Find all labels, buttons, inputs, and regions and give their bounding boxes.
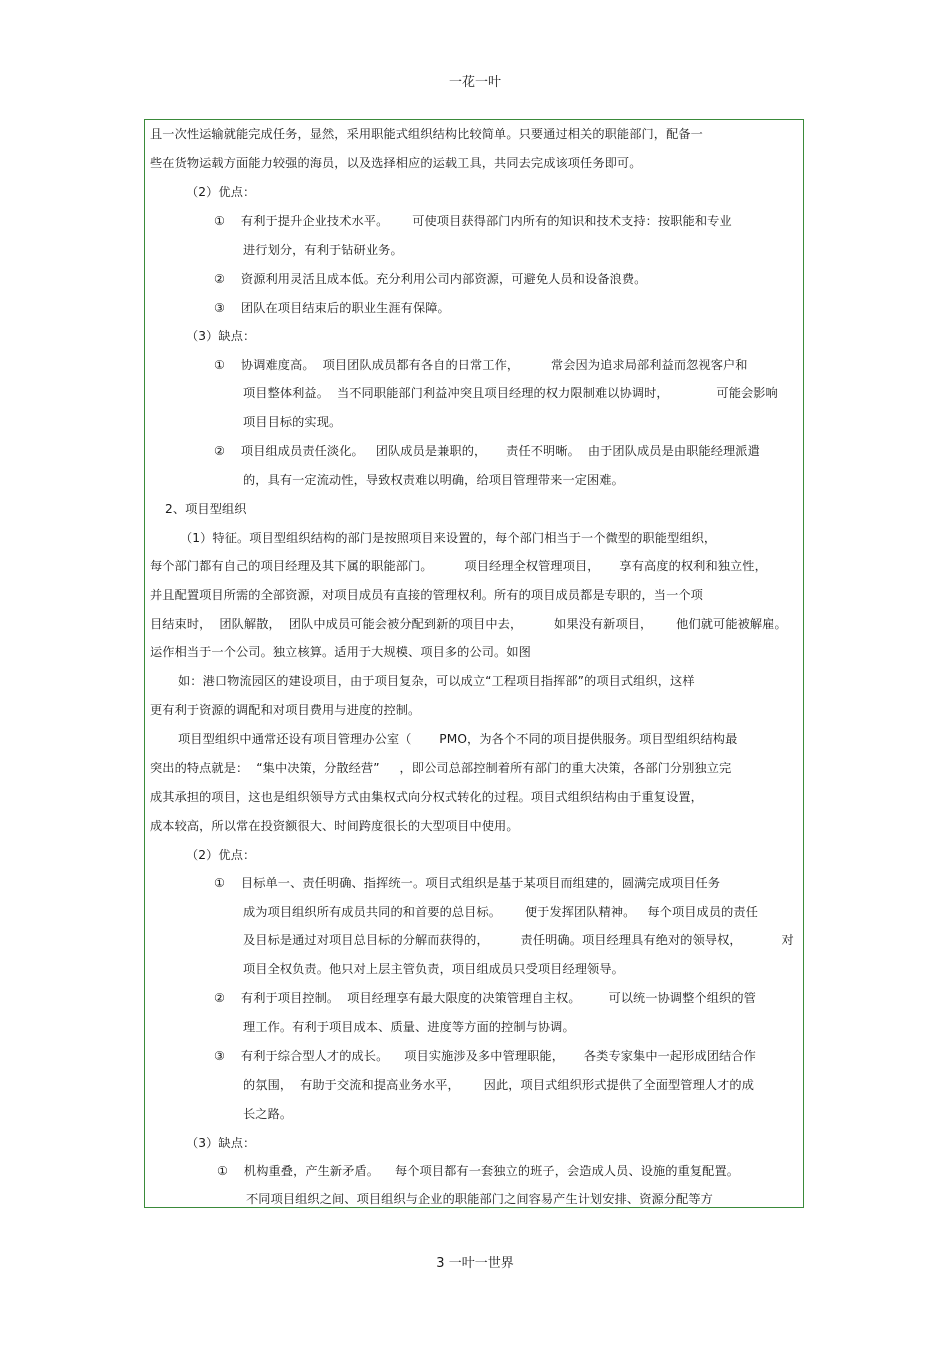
text-line: ① 协调难度高。 项目团队成员都有各自的日常工作， 常会因为追求局部利益而忽视客户和 — [214, 358, 748, 372]
text-line: 且一次性运输就能完成任务，显然，采用职能式组织结构比较简单。只要通过相关的职能部门，配备一 — [150, 127, 703, 141]
text-line: ① 有利于提升企业技术水平。 可使项目获得部门内所有的知识和技术支持：按职能和专业 — [214, 214, 732, 228]
text-line: 如：港口物流园区的建设项目，由于项目复杂，可以成立“工程项目指挥部”的项目式组织，这样 — [178, 674, 695, 688]
text-line: 项目整体利益。 当不同职能部门利益冲突且项目经理的权力限制难以协调时， 可能会影响 — [243, 386, 778, 400]
text-line: 的氛围， 有助于交流和提高业务水平， 因此，项目式组织形式提供了全面型管理人才的成 — [243, 1078, 755, 1092]
section-heading: 2、项目型组织 — [165, 502, 247, 516]
text-line: 及目标是通过对项目总目标的分解而获得的， 责任明确。项目经理具有绝对的领导权， 对 — [243, 933, 794, 947]
page-footer: 3 一叶一世界 — [436, 1256, 514, 1271]
text-line: （2）优点： — [186, 185, 256, 199]
text-line: ② 有利于项目控制。 项目经理享有最大限度的决策管理自主权。 可以统一协调整个组织的管 — [214, 991, 756, 1005]
text-line: ② 资源利用灵活且成本低。充分利用公司内部资源，可避免人员和设备浪费。 — [214, 272, 647, 286]
text-line: ③ 有利于综合型人才的成长。 项目实施涉及多中管理职能， 各类专家集中一起形成团结合作 — [214, 1049, 756, 1063]
text-line: 长之路。 — [243, 1107, 293, 1121]
text-line: （3）缺点： — [186, 329, 256, 343]
text-line: 的，具有一定流动性，导致权责难以明确，给项目管理带来一定困难。 — [243, 473, 624, 487]
text-line: 并且配置项目所需的全部资源，对项目成员有直接的管理权利。所有的项目成员都是专职的，当一个项 — [150, 588, 703, 602]
text-line: 成为项目组织所有成员共同的和首要的总目标。 便于发挥团队精神。 每个项目成员的责任 — [243, 905, 758, 919]
text-line: 不同项目组织之间、项目组织与企业的职能部门之间容易产生计划安排、资源分配等方 — [246, 1192, 713, 1206]
text-line: （3）缺点： — [186, 1136, 256, 1150]
text-line: 项目型组织中通常还设有项目管理办公室（ PMO，为各个不同的项目提供服务。项目型组织结构最 — [178, 732, 738, 746]
text-line: ② 项目组成员责任淡化。 团队成员是兼职的， 责任不明晰。 由于团队成员是由职能经理派遣 — [214, 444, 760, 458]
text-line: 些在货物运载方面能力较强的海员，以及选择相应的运载工具，共同去完成该项任务即可。 — [150, 156, 642, 170]
text-line: 成其承担的项目，这也是组织领导方式由集权式向分权式转化的过程。项目式组织结构由于重复设置， — [150, 790, 703, 804]
text-line: 成本较高，所以常在投资额很大、时间跨度很长的大型项目中使用。 — [150, 819, 519, 833]
text-line: 项目全权负责。他只对上层主管负责，项目组成员只受项目经理领导。 — [243, 962, 624, 976]
text-line: 目结束时， 团队解散， 团队中成员可能会被分配到新的项目中去， 如果没有新项目， 他们就可能被解雇。 — [150, 617, 787, 631]
text-line: （2）优点： — [186, 848, 256, 862]
text-line: （1）特征。项目型组织结构的部门是按照项目来设置的，每个部门相当于一个微型的职能型组织， — [180, 531, 717, 545]
text-line: 突出的特点就是： “集中决策，分散经营” ，即公司总部控制着所有部门的重大决策，各部门分别独立完 — [150, 761, 732, 775]
text-line: 每个部门都有自己的项目经理及其下属的职能部门。 项目经理全权管理项目， 享有高度的权利和独立性， — [150, 559, 767, 573]
text-line: 项目目标的实现。 — [243, 415, 342, 429]
text-line: ③ 团队在项目结束后的职业生涯有保障。 — [214, 301, 450, 315]
text-line: 运作相当于一个公司。独立核算。适用于大规模、项目多的公司。如图 — [150, 645, 531, 659]
text-line: ① 机构重叠，产生新矛盾。 每个项目都有一套独立的班子，会造成人员、设施的重复配置。 — [217, 1164, 740, 1178]
text-line: 理工作。有利于项目成本、质量、进度等方面的控制与协调。 — [243, 1020, 575, 1034]
text-line: 更有利于资源的调配和对项目费用与进度的控制。 — [150, 703, 421, 717]
text-line: 进行划分，有利于钻研业务。 — [243, 243, 403, 257]
text-line: ① 目标单一、责任明确、指挥统一。项目式组织是基于某项目而组建的，圆满完成项目任务 — [214, 876, 721, 890]
page-header: 一花一叶 — [448, 75, 501, 90]
